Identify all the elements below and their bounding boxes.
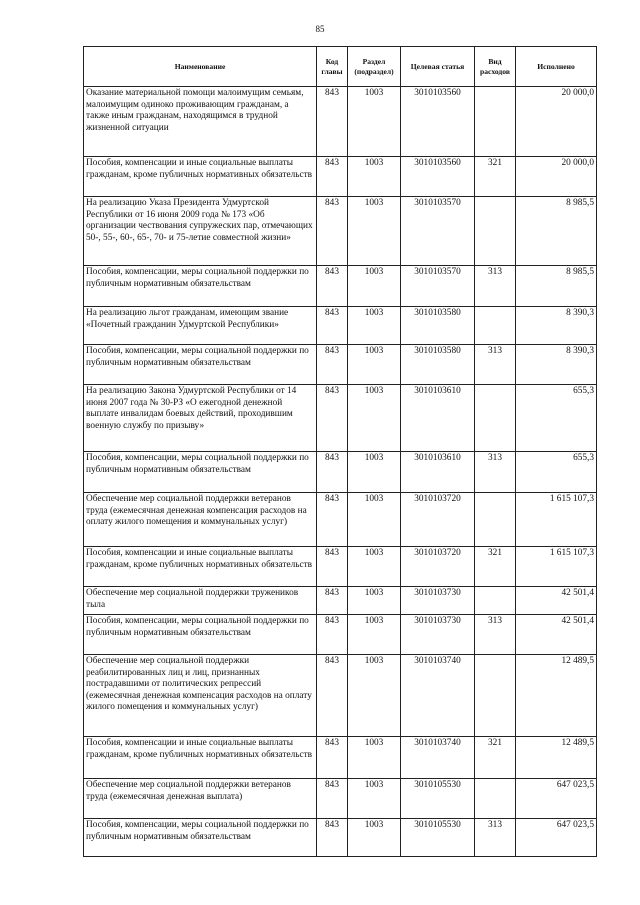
- cell-kod: 843: [317, 266, 348, 307]
- cell-vid: 313: [475, 819, 516, 857]
- cell-cs: 3010103610: [401, 452, 475, 493]
- cell-razdel: 1003: [348, 547, 401, 587]
- cell-name: Пособия, компенсации, меры социальной поддержки по публичным нормативным обязательствам: [84, 615, 317, 655]
- cell-name: На реализацию Указа Президента Удмуртской Республики от 16 июня 2009 года № 173 «Об организации чествования супружеских пар, отмечающих 50-, 55-, 60-, 65-, 70- и 75-летие совместной жизни»: [84, 197, 317, 266]
- cell-vid: [475, 307, 516, 345]
- cell-vid: 321: [475, 157, 516, 197]
- cell-vid: 313: [475, 452, 516, 493]
- cell-name: Обеспечение мер социальной поддержки тружеников тыла: [84, 587, 317, 615]
- table-row: [84, 819, 597, 857]
- cell-kod: 843: [317, 385, 348, 452]
- cell-razdel: 1003: [348, 87, 401, 157]
- table-row: [84, 587, 597, 615]
- cell-razdel: 1003: [348, 779, 401, 819]
- table-row: [84, 307, 597, 345]
- cell-cs: 3010103730: [401, 615, 475, 655]
- cell-cs: 3010103720: [401, 493, 475, 547]
- cell-razdel: 1003: [348, 157, 401, 197]
- cell-ispolneno: 8 985,5: [516, 266, 597, 307]
- cell-ispolneno: 42 501,4: [516, 587, 597, 615]
- cell-vid: [475, 197, 516, 266]
- table-row: [84, 385, 597, 452]
- cell-razdel: 1003: [348, 197, 401, 266]
- cell-kod: 843: [317, 737, 348, 779]
- cell-kod: 843: [317, 547, 348, 587]
- header-ispolneno: Исполнено: [516, 47, 597, 87]
- cell-cs: 3010103740: [401, 737, 475, 779]
- cell-name: Пособия, компенсации и иные социальные выплаты гражданам, кроме публичных нормативных обязательств: [84, 737, 317, 779]
- cell-vid: 321: [475, 737, 516, 779]
- table-header-row: [84, 47, 597, 87]
- cell-ispolneno: 8 390,3: [516, 307, 597, 345]
- table-row: [84, 615, 597, 655]
- cell-name: Оказание материальной помощи малоимущим семьям, малоимущим одиноко проживающим гражданам, а также иным гражданам, находящимся в трудной жизненной ситуации: [84, 87, 317, 157]
- cell-ispolneno: 655,3: [516, 452, 597, 493]
- cell-razdel: 1003: [348, 345, 401, 385]
- cell-razdel: 1003: [348, 452, 401, 493]
- header-razdel: Раздел (подраздел): [348, 47, 401, 87]
- budget-table: [83, 46, 597, 857]
- cell-cs: 3010105530: [401, 779, 475, 819]
- cell-kod: 843: [317, 493, 348, 547]
- cell-vid: 313: [475, 615, 516, 655]
- cell-name: Пособия, компенсации и иные социальные выплаты гражданам, кроме публичных нормативных обязательств: [84, 547, 317, 587]
- cell-vid: [475, 655, 516, 737]
- cell-ispolneno: 12 489,5: [516, 655, 597, 737]
- cell-name: На реализацию льгот гражданам, имеющим звание «Почетный гражданин Удмуртской Республики»: [84, 307, 317, 345]
- table-row: [84, 266, 597, 307]
- cell-razdel: 1003: [348, 493, 401, 547]
- cell-kod: 843: [317, 819, 348, 857]
- cell-ispolneno: 20 000,0: [516, 157, 597, 197]
- cell-kod: 843: [317, 779, 348, 819]
- cell-name: Обеспечение мер социальной поддержки ветеранов труда (ежемесячная денежная выплата): [84, 779, 317, 819]
- page-number: 85: [315, 24, 325, 34]
- cell-ispolneno: 8 390,3: [516, 345, 597, 385]
- cell-cs: 3010103560: [401, 157, 475, 197]
- cell-name: Обеспечение мер социальной поддержки реабилитированных лиц и лиц, признанных пострадавшими от политических репрессий (ежемесячная денежная компенсация расходов на оплату жилого помещения и коммунальных услуг): [84, 655, 317, 737]
- header-vid: Вид расходов: [475, 47, 516, 87]
- cell-ispolneno: 1 615 107,3: [516, 493, 597, 547]
- table-row: [84, 157, 597, 197]
- cell-vid: [475, 87, 516, 157]
- cell-kod: 843: [317, 452, 348, 493]
- cell-razdel: 1003: [348, 655, 401, 737]
- cell-name: Пособия, компенсации, меры социальной поддержки по публичным нормативным обязательствам: [84, 819, 317, 857]
- table-row: [84, 87, 597, 157]
- cell-name: Обеспечение мер социальной поддержки ветеранов труда (ежемесячная денежная компенсация расходов на оплату жилого помещения и коммунальных услуг): [84, 493, 317, 547]
- header-name: Наименование: [84, 47, 317, 87]
- cell-name: Пособия, компенсации, меры социальной поддержки по публичным нормативным обязательствам: [84, 266, 317, 307]
- cell-kod: 843: [317, 197, 348, 266]
- cell-ispolneno: 12 489,5: [516, 737, 597, 779]
- cell-kod: 843: [317, 615, 348, 655]
- cell-kod: 843: [317, 587, 348, 615]
- cell-cs: 3010103580: [401, 345, 475, 385]
- cell-vid: 321: [475, 547, 516, 587]
- cell-vid: [475, 493, 516, 547]
- table-row: [84, 493, 597, 547]
- cell-ispolneno: 647 023,5: [516, 779, 597, 819]
- table-row: [84, 779, 597, 819]
- cell-kod: 843: [317, 655, 348, 737]
- table-row: [84, 452, 597, 493]
- cell-ispolneno: 1 615 107,3: [516, 547, 597, 587]
- cell-cs: 3010103570: [401, 197, 475, 266]
- cell-razdel: 1003: [348, 587, 401, 615]
- cell-cs: 3010103730: [401, 587, 475, 615]
- cell-vid: 313: [475, 345, 516, 385]
- cell-ispolneno: 647 023,5: [516, 819, 597, 857]
- cell-name: Пособия, компенсации и иные социальные выплаты гражданам, кроме публичных нормативных обязательств: [84, 157, 317, 197]
- table-row: [84, 655, 597, 737]
- table-row: [84, 197, 597, 266]
- cell-razdel: 1003: [348, 737, 401, 779]
- cell-razdel: 1003: [348, 385, 401, 452]
- cell-cs: 3010103570: [401, 266, 475, 307]
- cell-ispolneno: 20 000,0: [516, 87, 597, 157]
- cell-vid: 313: [475, 266, 516, 307]
- cell-name: Пособия, компенсации, меры социальной поддержки по публичным нормативным обязательствам: [84, 345, 317, 385]
- cell-ispolneno: 42 501,4: [516, 615, 597, 655]
- cell-cs: 3010103610: [401, 385, 475, 452]
- cell-cs: 3010103560: [401, 87, 475, 157]
- table-row: [84, 737, 597, 779]
- cell-cs: 3010103580: [401, 307, 475, 345]
- cell-vid: [475, 587, 516, 615]
- cell-kod: 843: [317, 307, 348, 345]
- cell-vid: [475, 385, 516, 452]
- cell-ispolneno: 655,3: [516, 385, 597, 452]
- cell-razdel: 1003: [348, 307, 401, 345]
- cell-name: Пособия, компенсации, меры социальной поддержки по публичным нормативным обязательствам: [84, 452, 317, 493]
- cell-ispolneno: 8 985,5: [516, 197, 597, 266]
- cell-razdel: 1003: [348, 819, 401, 857]
- cell-cs: 3010103740: [401, 655, 475, 737]
- cell-kod: 843: [317, 345, 348, 385]
- cell-cs: 3010103720: [401, 547, 475, 587]
- cell-cs: 3010105530: [401, 819, 475, 857]
- cell-razdel: 1003: [348, 615, 401, 655]
- cell-name: На реализацию Закона Удмуртской Республики от 14 июня 2007 года № 30-РЗ «О ежегодной денежной выплате инвалидам боевых действий, проходившим военную службу по призыву»: [84, 385, 317, 452]
- cell-razdel: 1003: [348, 266, 401, 307]
- cell-kod: 843: [317, 157, 348, 197]
- table-row: [84, 547, 597, 587]
- cell-vid: [475, 779, 516, 819]
- header-cs: Целевая статья: [401, 47, 475, 87]
- header-kod: Код главы: [317, 47, 348, 87]
- cell-kod: 843: [317, 87, 348, 157]
- table-row: [84, 345, 597, 385]
